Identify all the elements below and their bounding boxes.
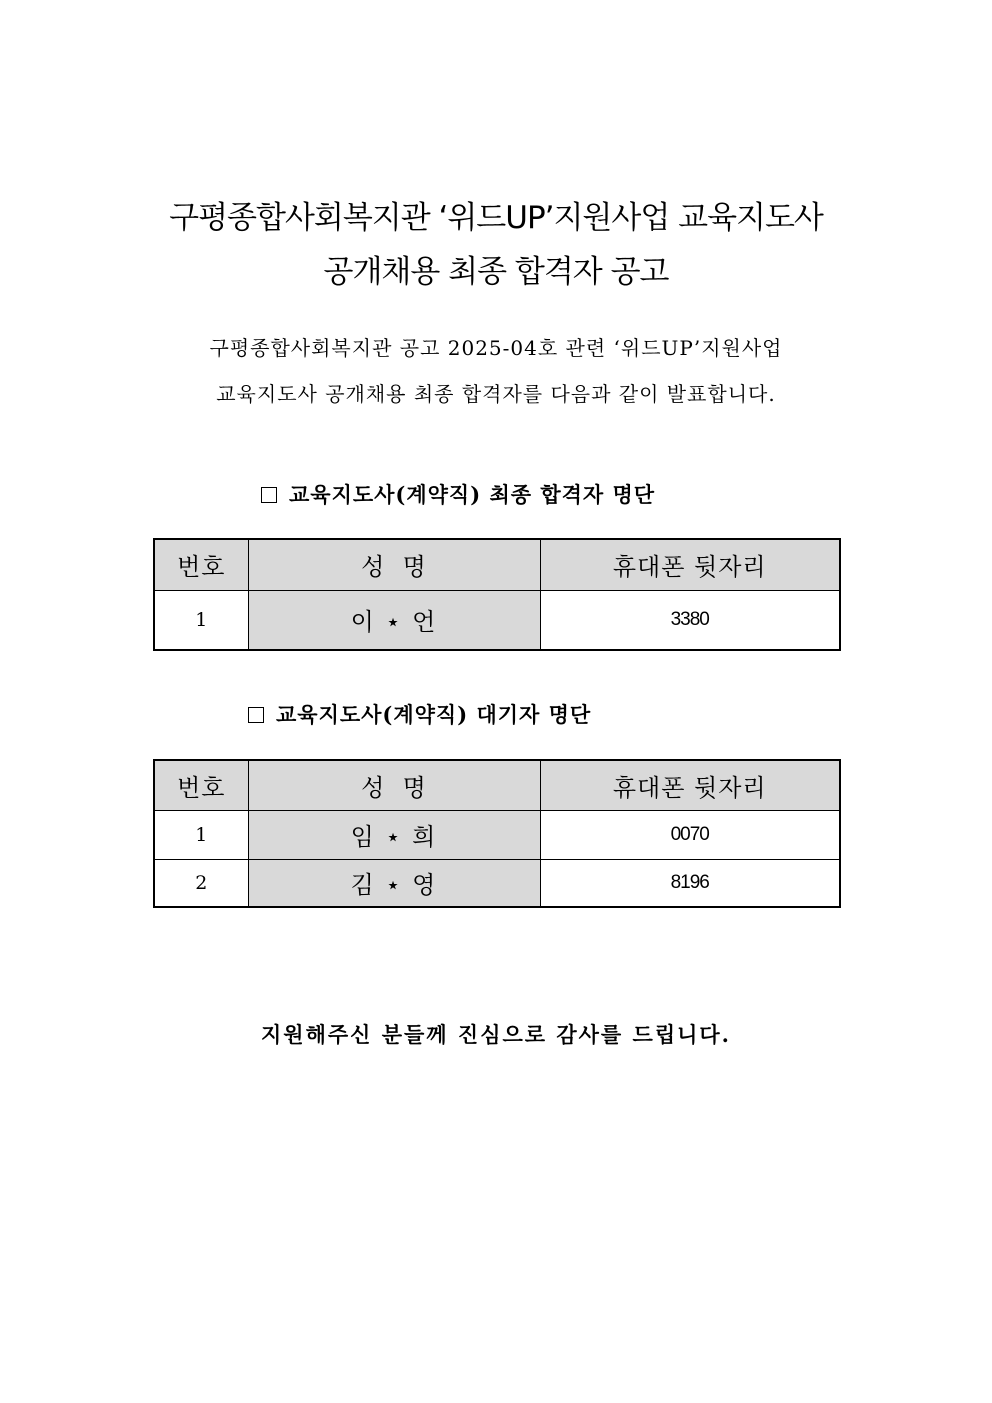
row-name: 김 ⋆ 영 bbox=[248, 859, 540, 907]
closing-message: 지원해주신 분들께 진심으로 감사를 드립니다. bbox=[261, 1022, 731, 1047]
column-header-phone: 휴대폰 뒷자리 bbox=[540, 539, 840, 590]
waiting-list-heading-text: 교육지도사(계약직) 대기자 명단 bbox=[276, 702, 592, 727]
row-name: 임 ⋆ 희 bbox=[248, 810, 540, 859]
row-phone: 0070 bbox=[540, 810, 840, 859]
column-header-name: 성 명 bbox=[248, 760, 540, 810]
final-list-heading-text: 교육지도사(계약직) 최종 합격자 명단 bbox=[289, 482, 656, 507]
waiting-list-heading bbox=[248, 701, 591, 729]
row-number: 2 bbox=[154, 859, 248, 907]
column-header-name: 성 명 bbox=[248, 539, 540, 590]
row-number: 1 bbox=[154, 810, 248, 859]
checkbox-icon bbox=[261, 487, 277, 503]
row-number: 1 bbox=[154, 590, 248, 650]
row-name: 이 ⋆ 언 bbox=[248, 590, 540, 650]
column-header-number: 번호 bbox=[154, 760, 248, 810]
document-title-line-1: 구평종합사회복지관 ‘위드UP’지원사업 교육지도사 bbox=[169, 200, 823, 236]
waiting-list-table bbox=[153, 759, 841, 908]
document-title-line-2: 공개채용 최종 합격자 공고 bbox=[323, 254, 669, 290]
final-list-table bbox=[153, 538, 841, 651]
table-header-row bbox=[154, 760, 840, 810]
intro-line-2: 교육지도사 공개채용 최종 합격자를 다음과 같이 발표합니다. bbox=[216, 382, 776, 406]
table-row bbox=[154, 590, 840, 650]
table-row bbox=[154, 859, 840, 907]
row-phone: 8196 bbox=[540, 859, 840, 907]
final-list-heading bbox=[261, 481, 655, 509]
column-header-phone: 휴대폰 뒷자리 bbox=[540, 760, 840, 810]
column-header-number: 번호 bbox=[154, 539, 248, 590]
intro-line-1: 구평종합사회복지관 공고 2025-04호 관련 ‘위드UP’지원사업 bbox=[209, 336, 783, 360]
checkbox-icon bbox=[248, 707, 264, 723]
row-phone: 3380 bbox=[540, 590, 840, 650]
table-header-row bbox=[154, 539, 840, 590]
table-row bbox=[154, 810, 840, 859]
